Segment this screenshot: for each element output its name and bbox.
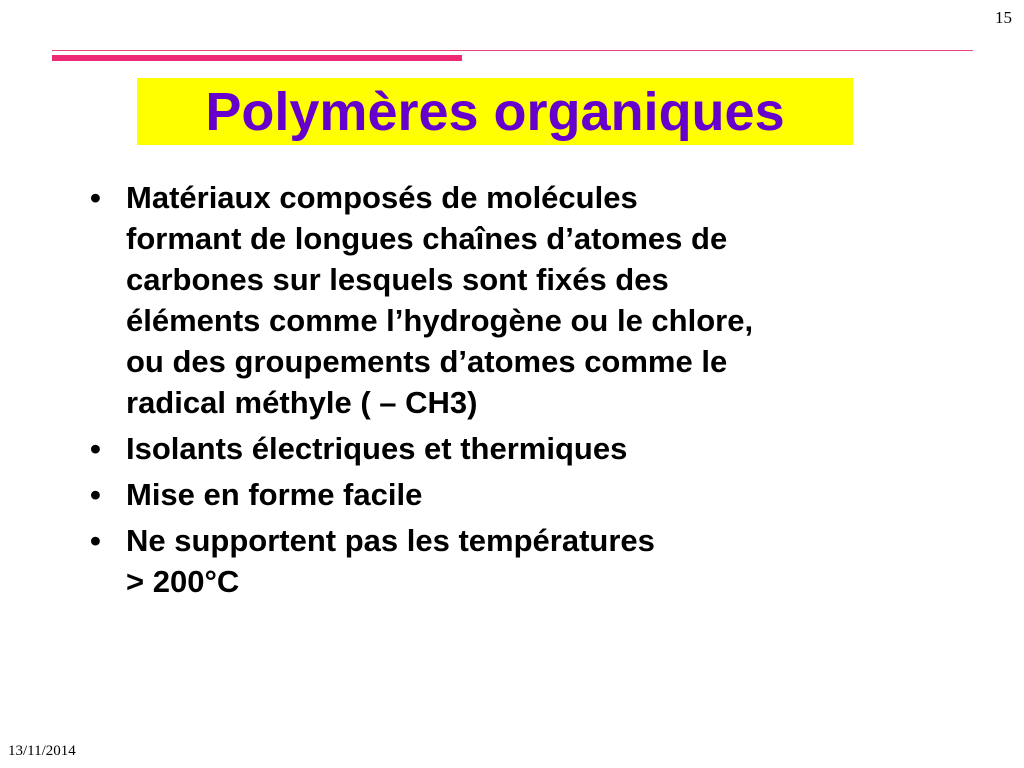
title-box	[137, 78, 853, 145]
bullet-list	[90, 177, 960, 607]
bullet-2-line-1: Isolants électriques et thermiques	[126, 431, 628, 466]
bullet-item-4	[90, 520, 960, 602]
footer-date: 13/11/2014	[8, 743, 76, 759]
bullet-icon: •	[90, 431, 101, 466]
bullet-icon: •	[90, 180, 101, 215]
header-rule-thin	[52, 50, 973, 51]
bullet-4-line-2: > 200°C	[126, 564, 240, 599]
header-rule-thick	[52, 55, 462, 61]
bullet-1-line-5: ou des groupements d’atomes comme le	[126, 344, 728, 379]
slide-number: 15	[995, 8, 1012, 27]
bullet-1-line-1: Matériaux composés de molécules	[126, 180, 638, 215]
bullet-icon: •	[90, 477, 101, 512]
bullet-icon: •	[90, 523, 101, 558]
bullet-item-2	[90, 428, 960, 469]
bullet-item-3	[90, 474, 960, 515]
bullet-1-line-6: radical méthyle ( – CH3)	[126, 385, 478, 420]
bullet-1-line-2: formant de longues chaînes d’atomes de	[126, 221, 728, 256]
bullet-1-line-4: éléments comme l’hydrogène ou le chlore,	[126, 303, 754, 338]
bullet-4-line-1: Ne supportent pas les températures	[126, 523, 655, 558]
bullet-3-line-1: Mise en forme facile	[126, 477, 423, 512]
slide-title: Polymères organiques	[205, 81, 785, 142]
bullet-1-line-3: carbones sur lesquels sont fixés des	[126, 262, 669, 297]
bullet-item-1	[90, 177, 960, 423]
